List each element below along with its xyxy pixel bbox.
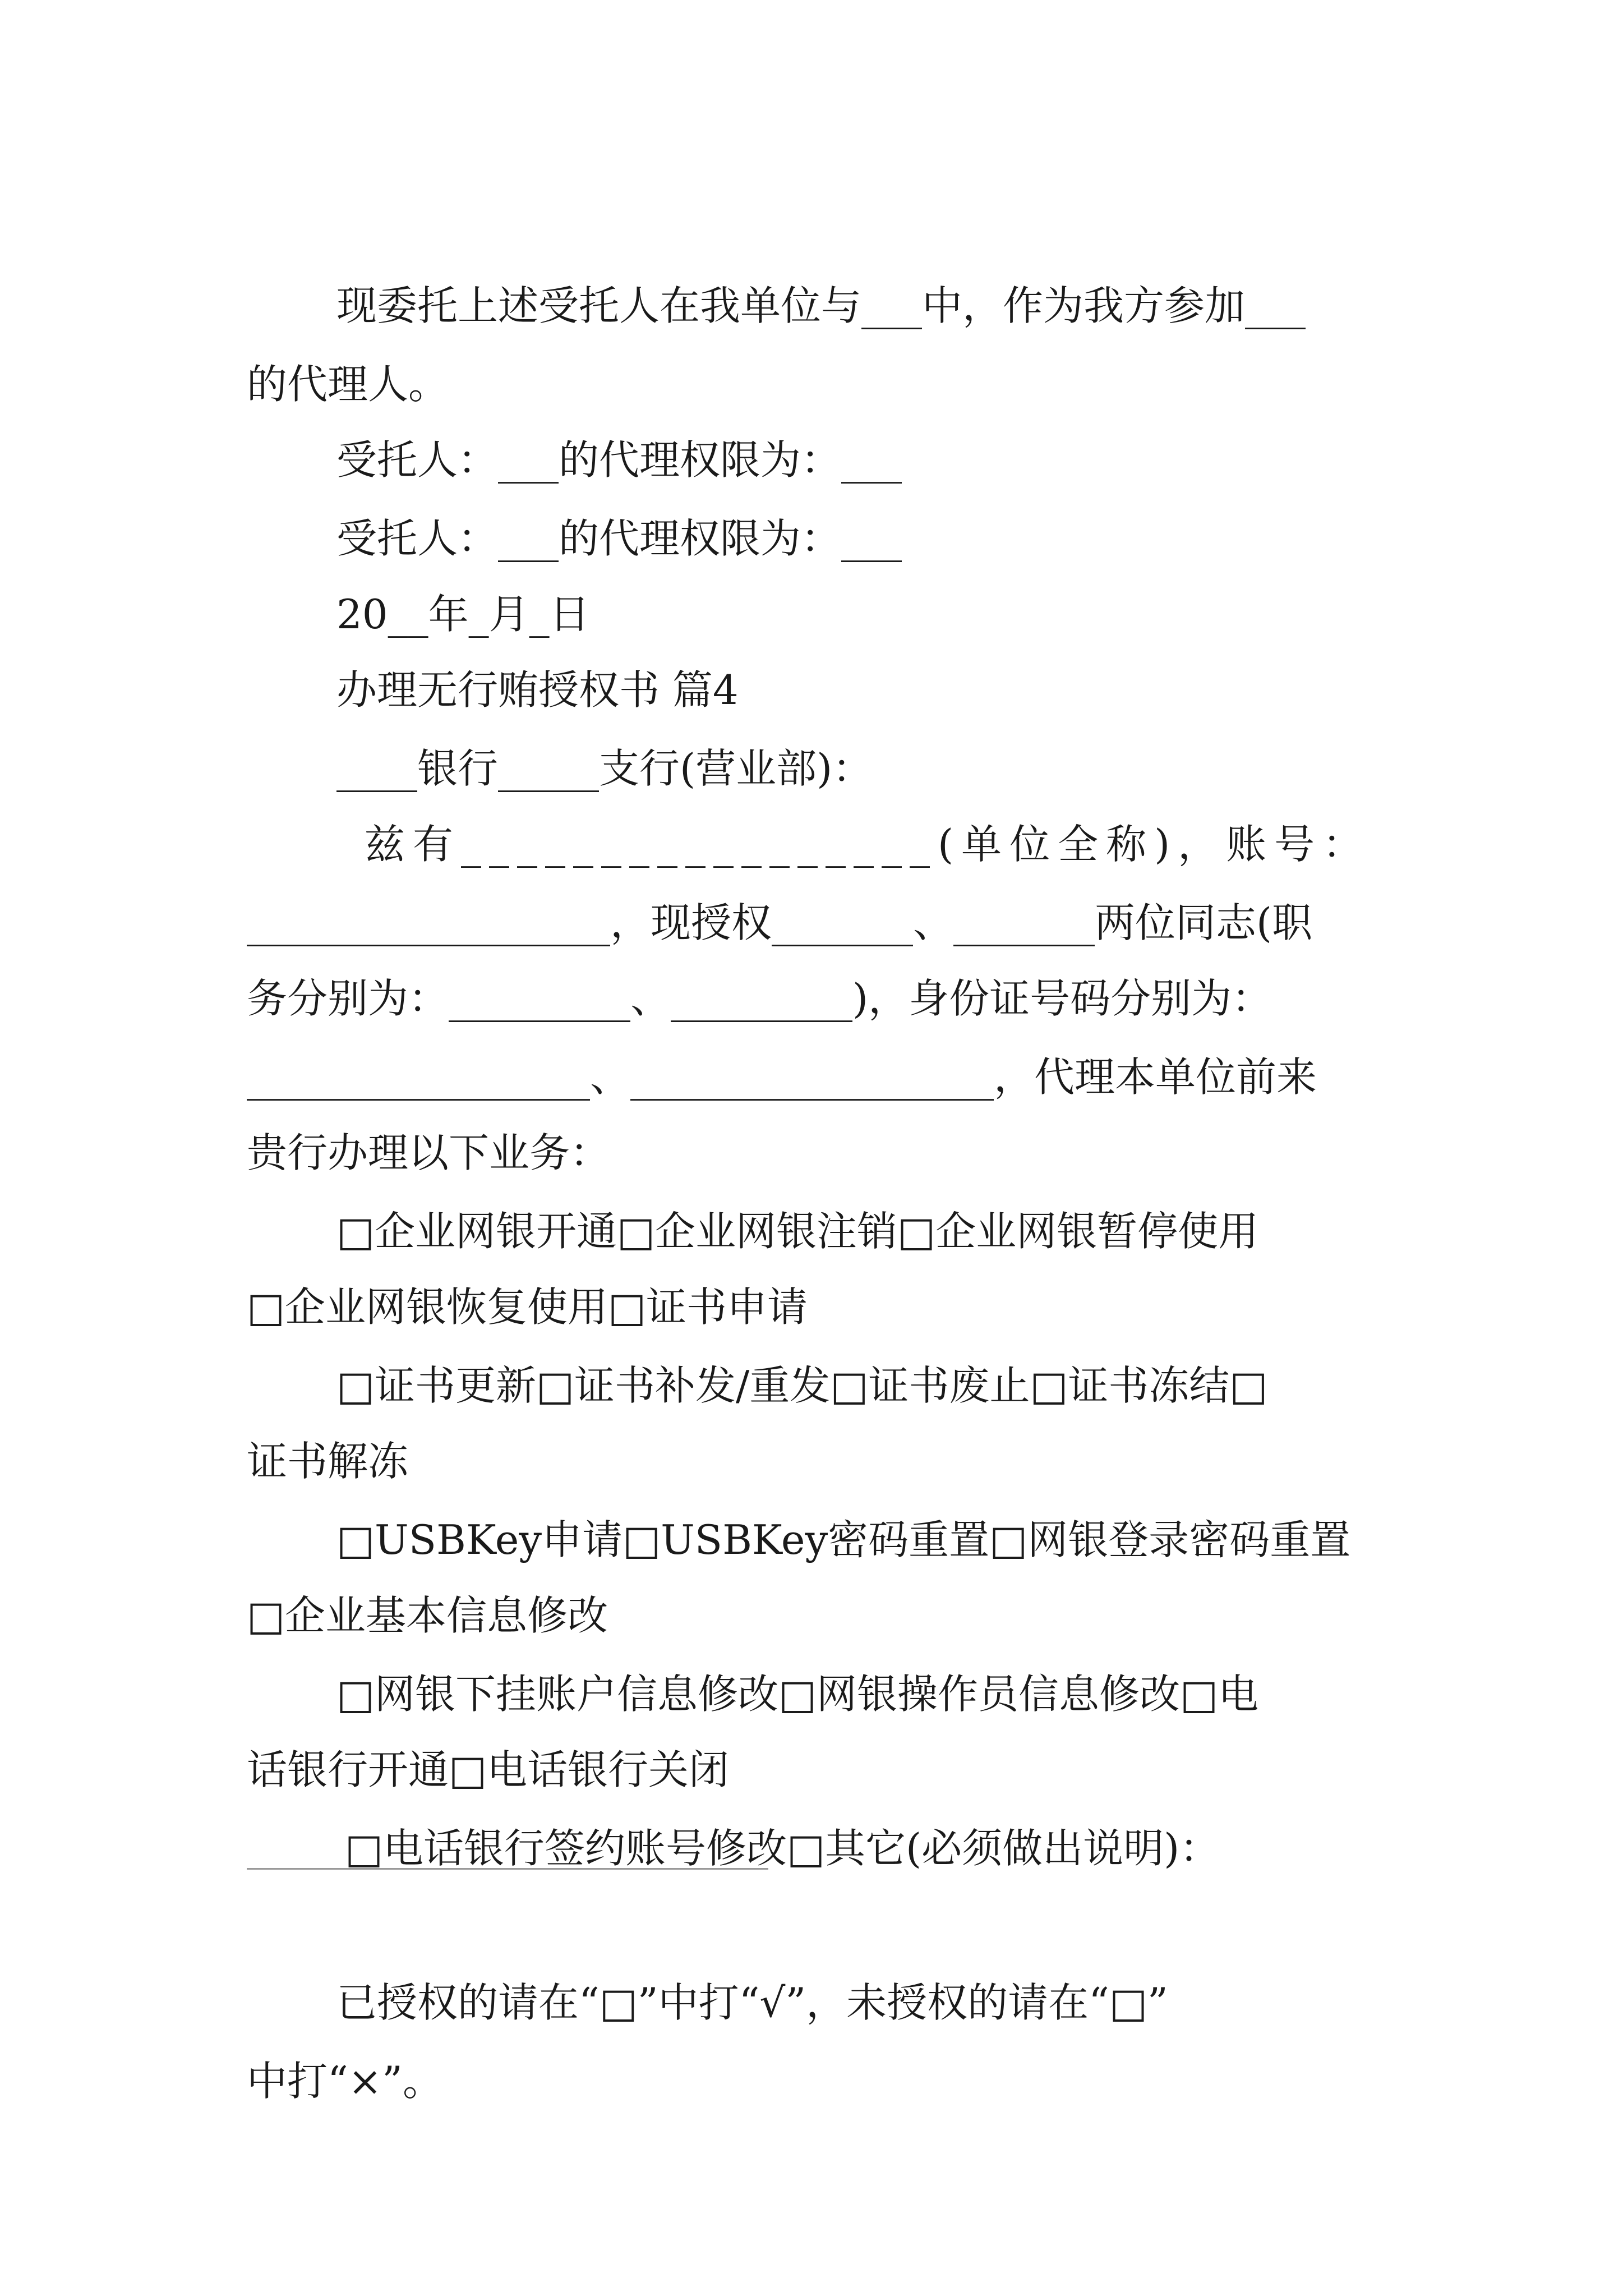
text-line: 20__年_月_日 <box>336 591 590 638</box>
instruction-line <box>0 1910 1623 2026</box>
text-line: 证书解冻 <box>247 1438 409 1485</box>
text-line: 的代理人。 <box>247 361 449 408</box>
text-line: □USBKey申请□USBKey密码重置□网银登录密码重置 <box>336 1516 1351 1563</box>
paragraph-line <box>0 752 1623 868</box>
addressee-line <box>0 676 1623 792</box>
text-line: 受托人：___的代理权限为：___ <box>336 436 902 484</box>
paragraph-line <box>0 830 1623 946</box>
paragraph-line <box>0 367 1623 484</box>
text-line: ____银行_____支行(营业部)： <box>336 745 873 792</box>
text-line: □企业网银开通□企业网银注销□企业网银暂停使用 <box>336 1208 1259 1255</box>
text-line: □企业网银恢复使用□证书申请 <box>247 1283 808 1331</box>
text-line: _________________、__________________，代理本单位前来 <box>247 1053 1317 1101</box>
text-line: 受托人：___的代理权限为：___ <box>336 515 902 562</box>
text-line: □企业基本信息修改 <box>247 1592 608 1639</box>
text-line: □证书更新□证书补发/重发□证书废止□证书冻结□ <box>336 1362 1268 1409</box>
section-heading <box>0 597 1623 714</box>
text-line: □网银下挂账户信息修改□网银操作员信息修改□电 <box>336 1671 1259 1718</box>
instruction-line <box>0 1989 1623 2105</box>
paragraph-line <box>0 984 1623 1101</box>
paragraph-line <box>0 906 1623 1022</box>
checkbox-option-line <box>0 1756 1623 1872</box>
date-line <box>0 522 1623 638</box>
checkbox-option-line <box>0 1369 1623 1485</box>
checkbox-option-line <box>0 1447 1623 1563</box>
paragraph-line <box>0 1060 1623 1176</box>
checkbox-option-line <box>0 1293 1623 1409</box>
text-line: 中打“×”。 <box>247 2058 443 2105</box>
text-line: __________________，现授权_______、_______两位同志(职 <box>247 899 1313 946</box>
checkbox-option-line <box>0 1523 1623 1639</box>
paragraph-line <box>0 292 1623 408</box>
text-line: 已授权的请在“□”中打“√”，未授权的请在“□” <box>336 1979 1168 2026</box>
explanation-underline <box>247 1868 768 1870</box>
text-line: 贵行办理以下业务： <box>247 1129 611 1176</box>
text-line: 现委托上述受托人在我单位与___中，作为我方参加___ <box>336 282 1306 329</box>
text-line: 话银行开通□电话银行关闭 <box>247 1746 730 1793</box>
paragraph-line <box>0 446 1623 562</box>
checkbox-option-line <box>0 1214 1623 1331</box>
checkbox-option-line <box>0 1139 1623 1255</box>
heading-text: 办理无行贿授权书 篇4 <box>336 666 739 714</box>
text-line: 务分别为：_________、_________)，身份证号码分别为： <box>247 975 1272 1022</box>
checkbox-option-line <box>0 1677 1623 1793</box>
paragraph-line <box>0 213 1623 329</box>
checkbox-option-line <box>0 1602 1623 1718</box>
text-line: □电话银行签约账号修改□其它(必须做出说明)： <box>345 1825 1220 1872</box>
text-line: 兹有_________________(单位全称)，账号： <box>365 821 1371 868</box>
